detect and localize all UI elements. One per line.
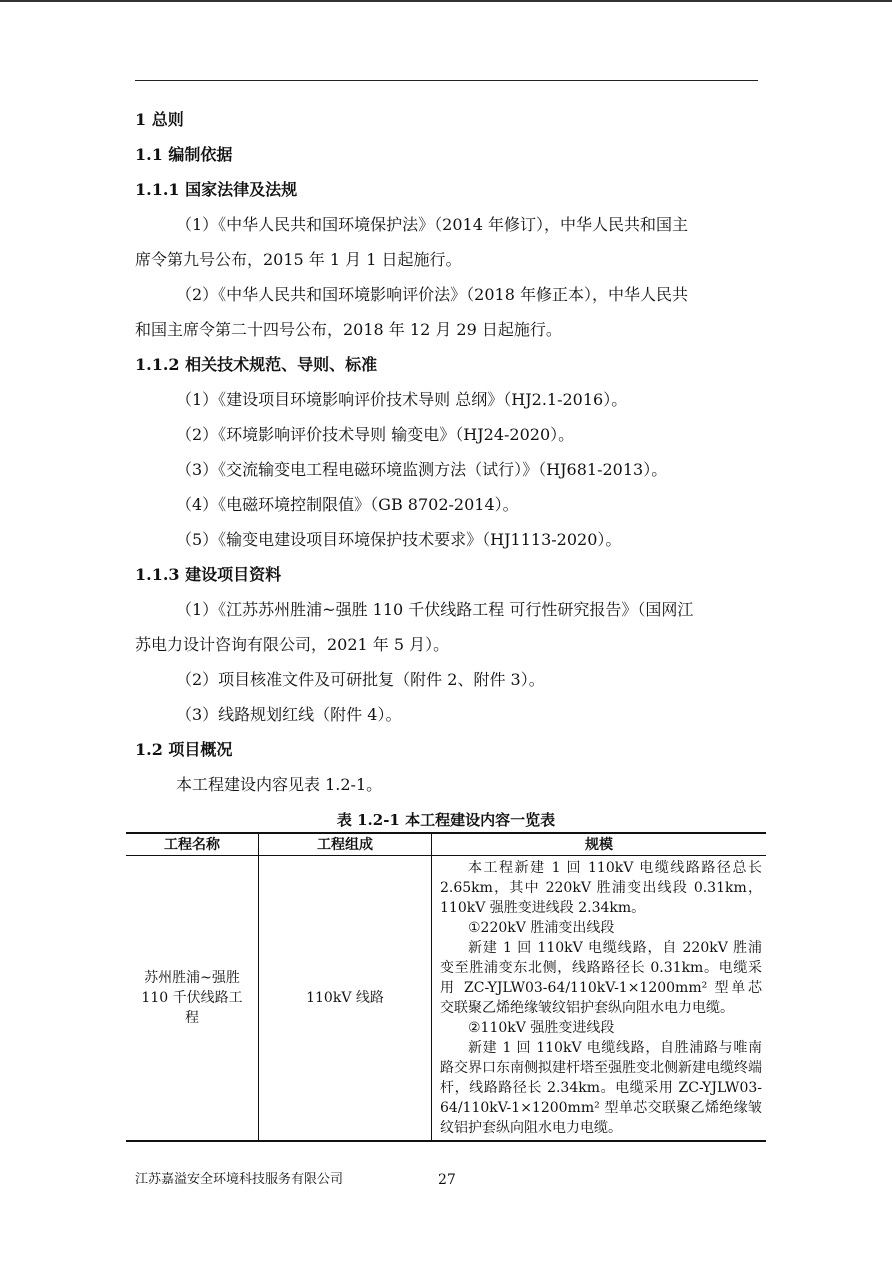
scale-subheading: ②110kV 强胜变进线段 xyxy=(468,1020,615,1036)
project-name-line: 110 千伏线路工 xyxy=(141,990,243,1006)
cell-project-name xyxy=(126,856,259,1142)
construction-content-table xyxy=(126,832,766,1142)
heading-1-1-2: 1.1.2 相关技术规范、导则、标准 xyxy=(135,355,378,374)
standard-item: （1）《建设项目环境影响评价技术导则 总纲》（HJ2.1-2016）。 xyxy=(176,390,628,409)
footer-company: 江苏嘉溢安全环境科技服务有限公司 xyxy=(135,1172,344,1187)
heading-1-1-3: 1.1.3 建设项目资料 xyxy=(135,565,282,584)
header-project-name: 工程名称 xyxy=(126,833,259,856)
page-top-border xyxy=(0,0,892,2)
project-doc-3: （3）线路规划红线（附件 4）。 xyxy=(176,705,402,724)
heading-1-1: 1.1 编制依据 xyxy=(135,145,233,164)
overview-text: 本工程建设内容见表 1.2-1。 xyxy=(176,775,383,794)
table-caption: 表 1.2-1 本工程建设内容一览表 xyxy=(336,811,556,829)
scale-paragraph: 新建 1 回 110kV 电缆线路，自 220kV 胜浦变至胜浦变东北侧，线路路径长 0.31km。电缆采用 ZC-YJLW03-64/110kV-1×1200mm² 型单芯交联聚乙烯绝缘皱纹铝护套纵向阻水电力电缆。 xyxy=(440,940,762,1016)
header-rule xyxy=(135,80,758,81)
project-name-line: 苏州胜浦~强胜 xyxy=(144,970,240,986)
scale-subheading: ①220kV 胜浦变出线段 xyxy=(468,920,615,936)
page-number: 27 xyxy=(438,1172,456,1188)
law-1-line-1: （1）《中华人民共和国环境保护法》（2014 年修订），中华人民共和国主 xyxy=(176,215,688,234)
project-doc-2: （2）项目核准文件及可研批复（附件 2、附件 3）。 xyxy=(176,670,545,689)
header-project-composition: 工程组成 xyxy=(259,833,432,856)
heading-1-2: 1.2 项目概况 xyxy=(135,740,233,759)
cell-project-composition: 110kV 线路 xyxy=(259,856,432,1142)
cell-scale xyxy=(432,856,767,1142)
project-name-line: 程 xyxy=(185,1010,199,1026)
table-header-row xyxy=(126,833,766,856)
table-row xyxy=(126,856,766,1142)
standard-item: （2）《环境影响评价技术导则 输变电》（HJ24-2020）。 xyxy=(176,425,575,444)
standard-item: （3）《交流输变电工程电磁环境监测方法（试行）》（HJ681-2013）。 xyxy=(176,460,668,479)
law-2-line-2: 和国主席令第二十四号公布，2018 年 12 月 29 日起施行。 xyxy=(135,320,562,339)
heading-1-1-1: 1.1.1 国家法律及法规 xyxy=(135,180,298,199)
header-scale: 规模 xyxy=(432,833,767,856)
heading-1: 1 总则 xyxy=(135,110,184,129)
scale-paragraph: 新建 1 回 110kV 电缆线路，自胜浦路与唯南路交界口东南侧拟建杆塔至强胜变北侧新建电缆终端杆，线路路径长 2.34km。电缆采用 ZC-YJLW03-64/110kV-1×1200mm² 型单芯交联聚乙烯绝缘皱纹铝护套纵向阻水电力电缆。 xyxy=(440,1040,762,1136)
project-doc-1-line-2: 苏电力设计咨询有限公司，2021 年 5 月）。 xyxy=(135,635,450,654)
law-1-line-2: 席令第九号公布，2015 年 1 月 1 日起施行。 xyxy=(135,250,462,269)
standard-item: （5）《输变电建设项目环境保护技术要求》（HJ1113-2020）。 xyxy=(176,530,622,549)
project-doc-1-line-1: （1）《江苏苏州胜浦~强胜 110 千伏线路工程 可行性研究报告》（国网江 xyxy=(176,600,694,619)
law-2-line-1: （2）《中华人民共和国环境影响评价法》（2018 年修正本），中华人民共 xyxy=(176,285,688,304)
scale-paragraph: 本工程新建 1 回 110kV 电缆线路路径总长 2.65km，其中 220kV 胜浦变出线段 0.31km，110kV 强胜变进线段 2.34km。 xyxy=(440,860,762,916)
standard-item: （4）《电磁环境控制限值》（GB 8702-2014）。 xyxy=(176,495,519,514)
